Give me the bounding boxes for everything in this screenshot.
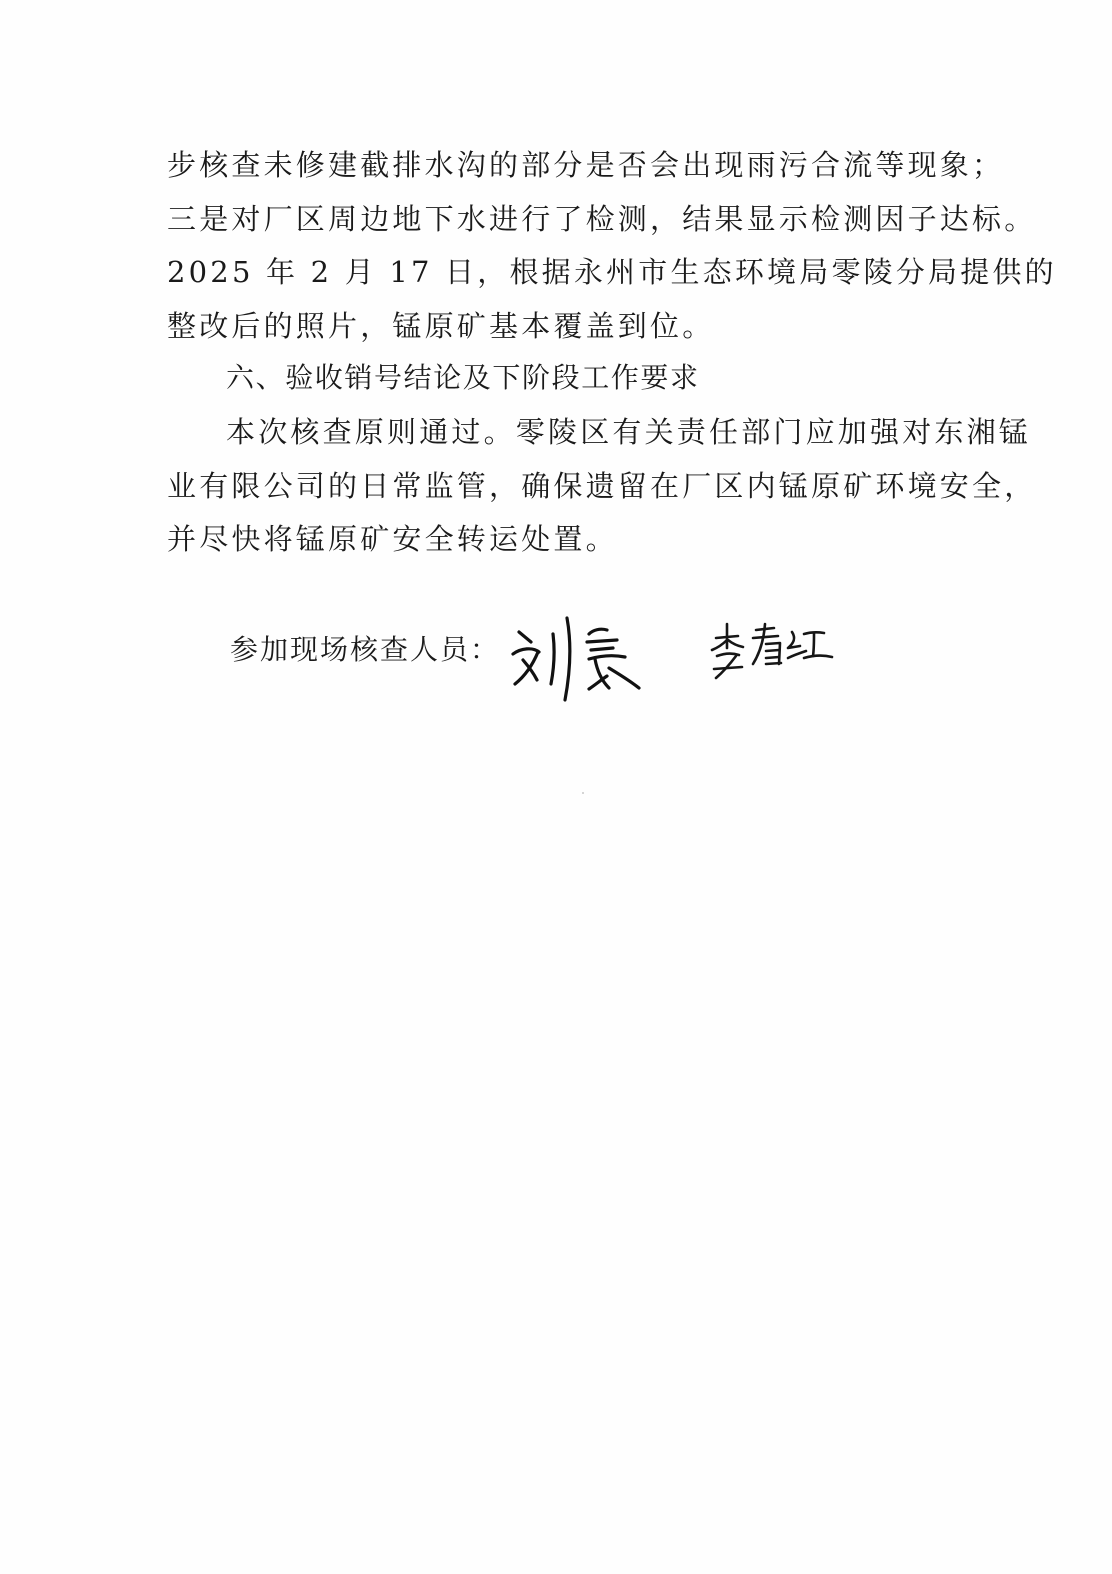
section-heading: 六、验收销号结论及下阶段工作要求 bbox=[226, 361, 700, 394]
signature-2 bbox=[708, 618, 838, 686]
body-text-line: 2025 年 2 月 17 日，根据永州市生态环境局零陵分局提供的 bbox=[167, 255, 1057, 289]
body-text-line: 步核查未修建截排水沟的部分是否会出现雨污合流等现象； bbox=[167, 148, 1005, 182]
signature-label: 参加现场核查人员： bbox=[230, 633, 501, 666]
conclusion-text-line: 本次核查原则通过。零陵区有关责任部门应加强对东湘锰 bbox=[226, 415, 1032, 449]
body-text-line: 整改后的照片，锰原矿基本覆盖到位。 bbox=[167, 309, 715, 343]
signature-1 bbox=[505, 612, 655, 704]
conclusion-text-line: 业有限公司的日常监管，确保遗留在厂区内锰原矿环境安全， bbox=[167, 469, 1037, 503]
conclusion-text-line: 并尽快将锰原矿安全转运处置。 bbox=[167, 522, 618, 556]
scan-speck bbox=[582, 792, 584, 794]
body-text-line: 三是对厂区周边地下水进行了检测，结果显示检测因子达标。 bbox=[167, 202, 1037, 236]
